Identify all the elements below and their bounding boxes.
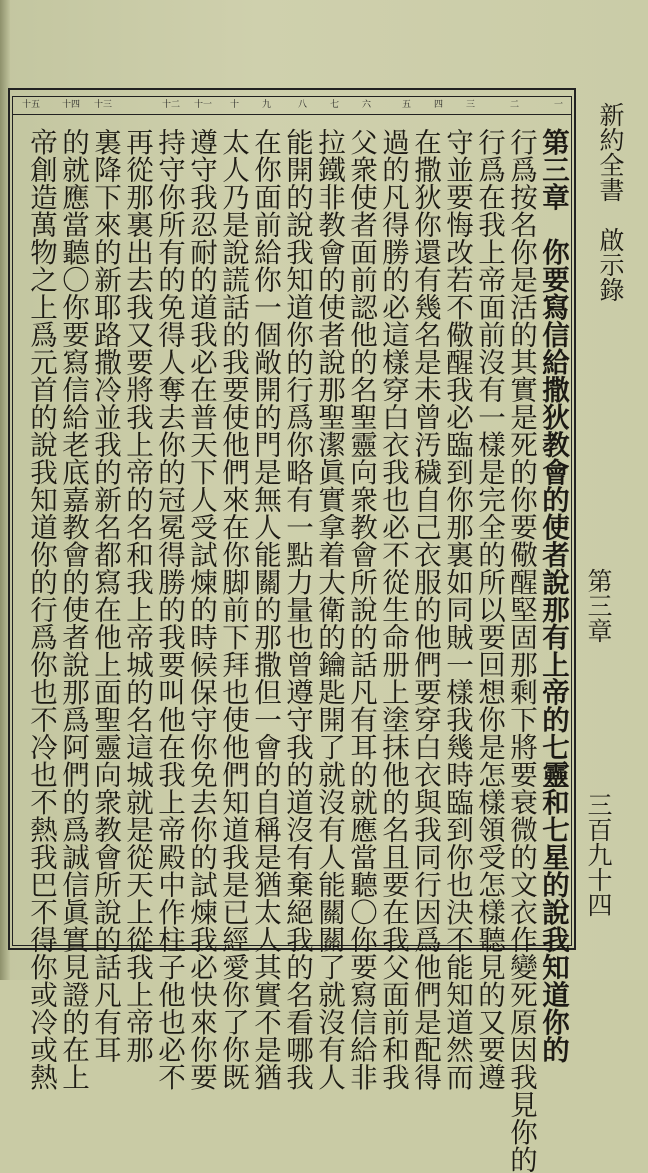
text-column: 再從那裏出去我又要將我上帝的名和我上帝城的名這城就是從天上從我上帝那: [121, 128, 153, 1063]
text-column: 能開的說我知道你的行爲你略有一點力量也曾遵守我的道沒有棄絕我的名看哪我: [281, 128, 313, 1091]
verse-number: 十二: [162, 100, 181, 110]
book-title: 新約全書 啟示錄: [596, 102, 625, 302]
verse-number: 九: [262, 100, 272, 110]
verse-number: 二: [510, 100, 520, 110]
text-column: 過的凡得勝的必這樣穿白衣我也必不從生命册上塗抹他的名且要在我父面前和我: [377, 128, 409, 1091]
text-column: 父衆使者面前認他的名聖靈向衆教會所說的話凡有耳的就應當聽〇你要寫信給非: [345, 128, 377, 1091]
text-column: 行爲按名你是活的其實是死的你要儆醒堅固那剩下將要衰微的文衣作變死原因我見你的: [505, 128, 537, 1173]
verse-number: 十四: [62, 100, 81, 110]
verse-number: 六: [362, 100, 372, 110]
text-column: 守並要悔改若不儆醒我必臨到你那裏如同賊一樣我幾時臨到你也決不能知道然而: [441, 128, 473, 1091]
page-number: 三百九十四: [584, 792, 613, 917]
verse-number: 一: [554, 100, 564, 110]
header-rule: [12, 114, 572, 115]
verse-number: 五: [402, 100, 412, 110]
verse-number: 十: [230, 100, 240, 110]
text-column: 第三章 你要寫信給撒狄教會的使者說那有上帝的七靈和七星的說我知道你的: [537, 128, 569, 1063]
verse-number: 十一: [194, 100, 213, 110]
text-column: 的就應當聽〇你要寫信給老底嘉教會的使者說那爲阿們的爲誠信眞實見證的在上: [57, 128, 89, 1091]
verse-number: 十三: [94, 100, 113, 110]
verse-number: 八: [298, 100, 308, 110]
text-column: 遵守我忍耐的道我必在普天下人受試煉的時候保守你免去你的試煉我必快來你要: [185, 128, 217, 1091]
text-column: 裏降下來的新耶路撒冷並我的新名都寫在他上面聖靈向衆教會所說的話凡有耳: [89, 128, 121, 1063]
text-column: 行爲在我上帝面前沒有一樣是完全的所以要回想你是怎樣領受怎樣聽見的又要遵: [473, 128, 505, 1091]
verse-number: 三: [466, 100, 476, 110]
text-column: 持守你所有的免得人奪去你的冠冕得勝的我要叫他在我上帝殿中作柱子他也必不: [153, 128, 185, 1091]
text-column: 在撒狄你還有幾名是未曾汚穢自己衣服的他們要穿白衣與我同行因爲他們是配得: [409, 128, 441, 1091]
chapter-heading: 第三章: [584, 568, 613, 643]
verse-number-row: [14, 97, 570, 113]
text-column: 帝創造萬物之上爲元首的說我知道你的行爲你也不冷也不熱我巴不得你或冷或熱: [25, 128, 57, 1091]
text-column: 拉鐵非教會的使者說那聖潔眞實拿着大衛的鑰匙開了就沒有人能關關了就沒有人: [313, 128, 345, 1091]
verse-number: 七: [330, 100, 340, 110]
text-column: 在你面前給你一個敞開的門是無人能關的那撒但一會的自稱是猶太人其實不是猶: [249, 128, 281, 1091]
verse-number: 十五: [22, 100, 41, 110]
verse-number: 四: [434, 100, 444, 110]
text-column: 太人乃是說謊話的我要使他們來在你脚前下拜也使他們知道我是已經愛你了你既: [217, 128, 249, 1091]
